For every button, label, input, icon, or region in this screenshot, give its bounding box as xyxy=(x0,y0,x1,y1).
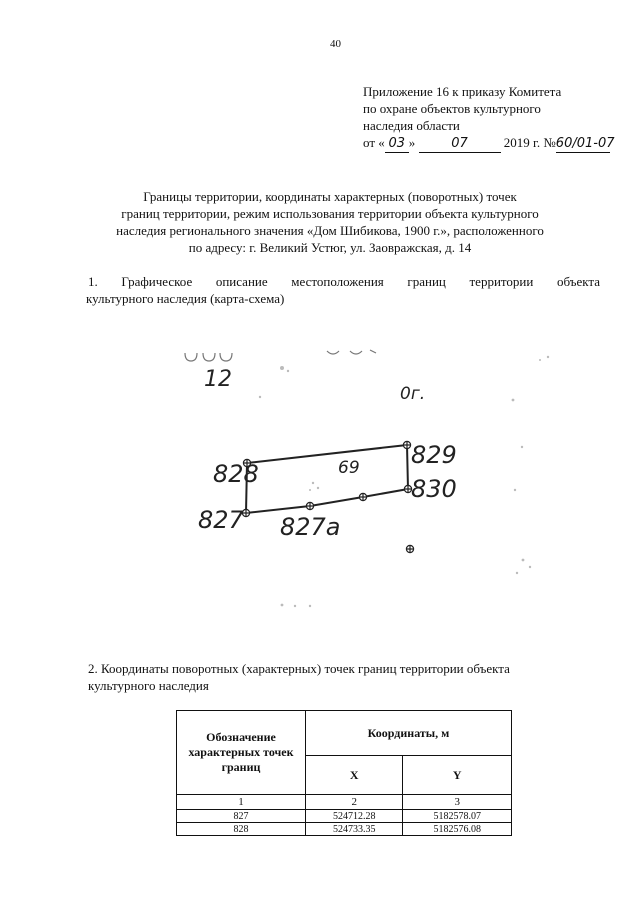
section-2-heading xyxy=(88,660,600,694)
appendix-header xyxy=(363,83,615,153)
label-828: 828 xyxy=(213,460,259,488)
territory-boundary xyxy=(246,445,408,513)
header-point-designation: Обозначение характерных точек границ xyxy=(177,711,306,795)
section-1-heading xyxy=(88,273,600,307)
header-coordinates: Координаты, м xyxy=(306,711,512,756)
table-row xyxy=(177,810,512,823)
label-0g: 0г. xyxy=(400,384,426,404)
date-quote: » xyxy=(408,135,416,150)
handwritten-day: 03 xyxy=(385,135,409,153)
label-830: 830 xyxy=(411,475,457,503)
column-index-row xyxy=(177,795,512,810)
point-number-cell: 827 xyxy=(177,810,306,823)
label-829: 829 xyxy=(411,441,457,469)
x-coordinate-cell: 524733.35 xyxy=(306,823,403,836)
label-827a: 827а xyxy=(280,513,341,541)
point-number-cell: 828 xyxy=(177,823,306,836)
boundary-map xyxy=(170,335,550,615)
date-prefix: от « xyxy=(363,135,385,150)
appendix-line-2: по охране объектов культурного xyxy=(363,101,541,116)
header-x: X xyxy=(306,756,403,795)
faint-map-marks xyxy=(185,350,376,361)
title-line-2: границ территории, режим использования территории объекта культурного xyxy=(121,206,539,221)
section-1-line-2: культурного наследия (карта-схема) xyxy=(86,291,285,306)
point-intermediate-marker xyxy=(359,493,366,500)
boundary-map-svg xyxy=(170,335,550,615)
section-2-line-1: 2. Координаты поворотных (характерных) точек границ территории объекта xyxy=(88,661,510,676)
handwritten-order-number: 60/01-07 xyxy=(555,136,615,151)
point-827a-marker xyxy=(306,502,313,509)
section-1-line-1: 1. Графическое описание местоположения границ территории объекта xyxy=(88,274,600,289)
title-line-3: наследия регионального значения «Дом Шибикова, 1900 г.», расположенного xyxy=(116,223,544,238)
header-y: Y xyxy=(403,756,512,795)
title-line-4: по адресу: г. Великий Устюг, ул. Заовражская, д. 14 xyxy=(188,240,472,255)
column-index: 1 xyxy=(177,795,306,810)
table-row xyxy=(177,823,512,836)
y-coordinate-cell: 5182576.08 xyxy=(403,823,512,836)
date-year: 2019 г. № xyxy=(503,135,556,150)
coordinates-table xyxy=(176,710,512,836)
point-829-marker xyxy=(403,441,410,448)
isolated-point-marker xyxy=(406,545,413,552)
label-12: 12 xyxy=(204,367,232,392)
section-2-line-2: культурного наследия xyxy=(88,678,209,693)
appendix-line-3: наследия области xyxy=(363,118,460,133)
label-parcel-69: 69 xyxy=(338,458,360,478)
page-number: 40 xyxy=(330,38,341,50)
x-coordinate-cell: 524712.28 xyxy=(306,810,403,823)
column-index: 2 xyxy=(306,795,403,810)
label-827: 827 xyxy=(198,506,244,534)
appendix-line-1: Приложение 16 к приказу Комитета xyxy=(363,84,562,99)
y-coordinate-cell: 5182578.07 xyxy=(403,810,512,823)
title-line-1: Границы территории, координаты характерных (поворотных) точек xyxy=(143,189,517,204)
document-title xyxy=(60,188,600,256)
appendix-date-line xyxy=(363,134,615,153)
column-index: 3 xyxy=(403,795,512,810)
handwritten-month: 07 xyxy=(419,135,501,153)
